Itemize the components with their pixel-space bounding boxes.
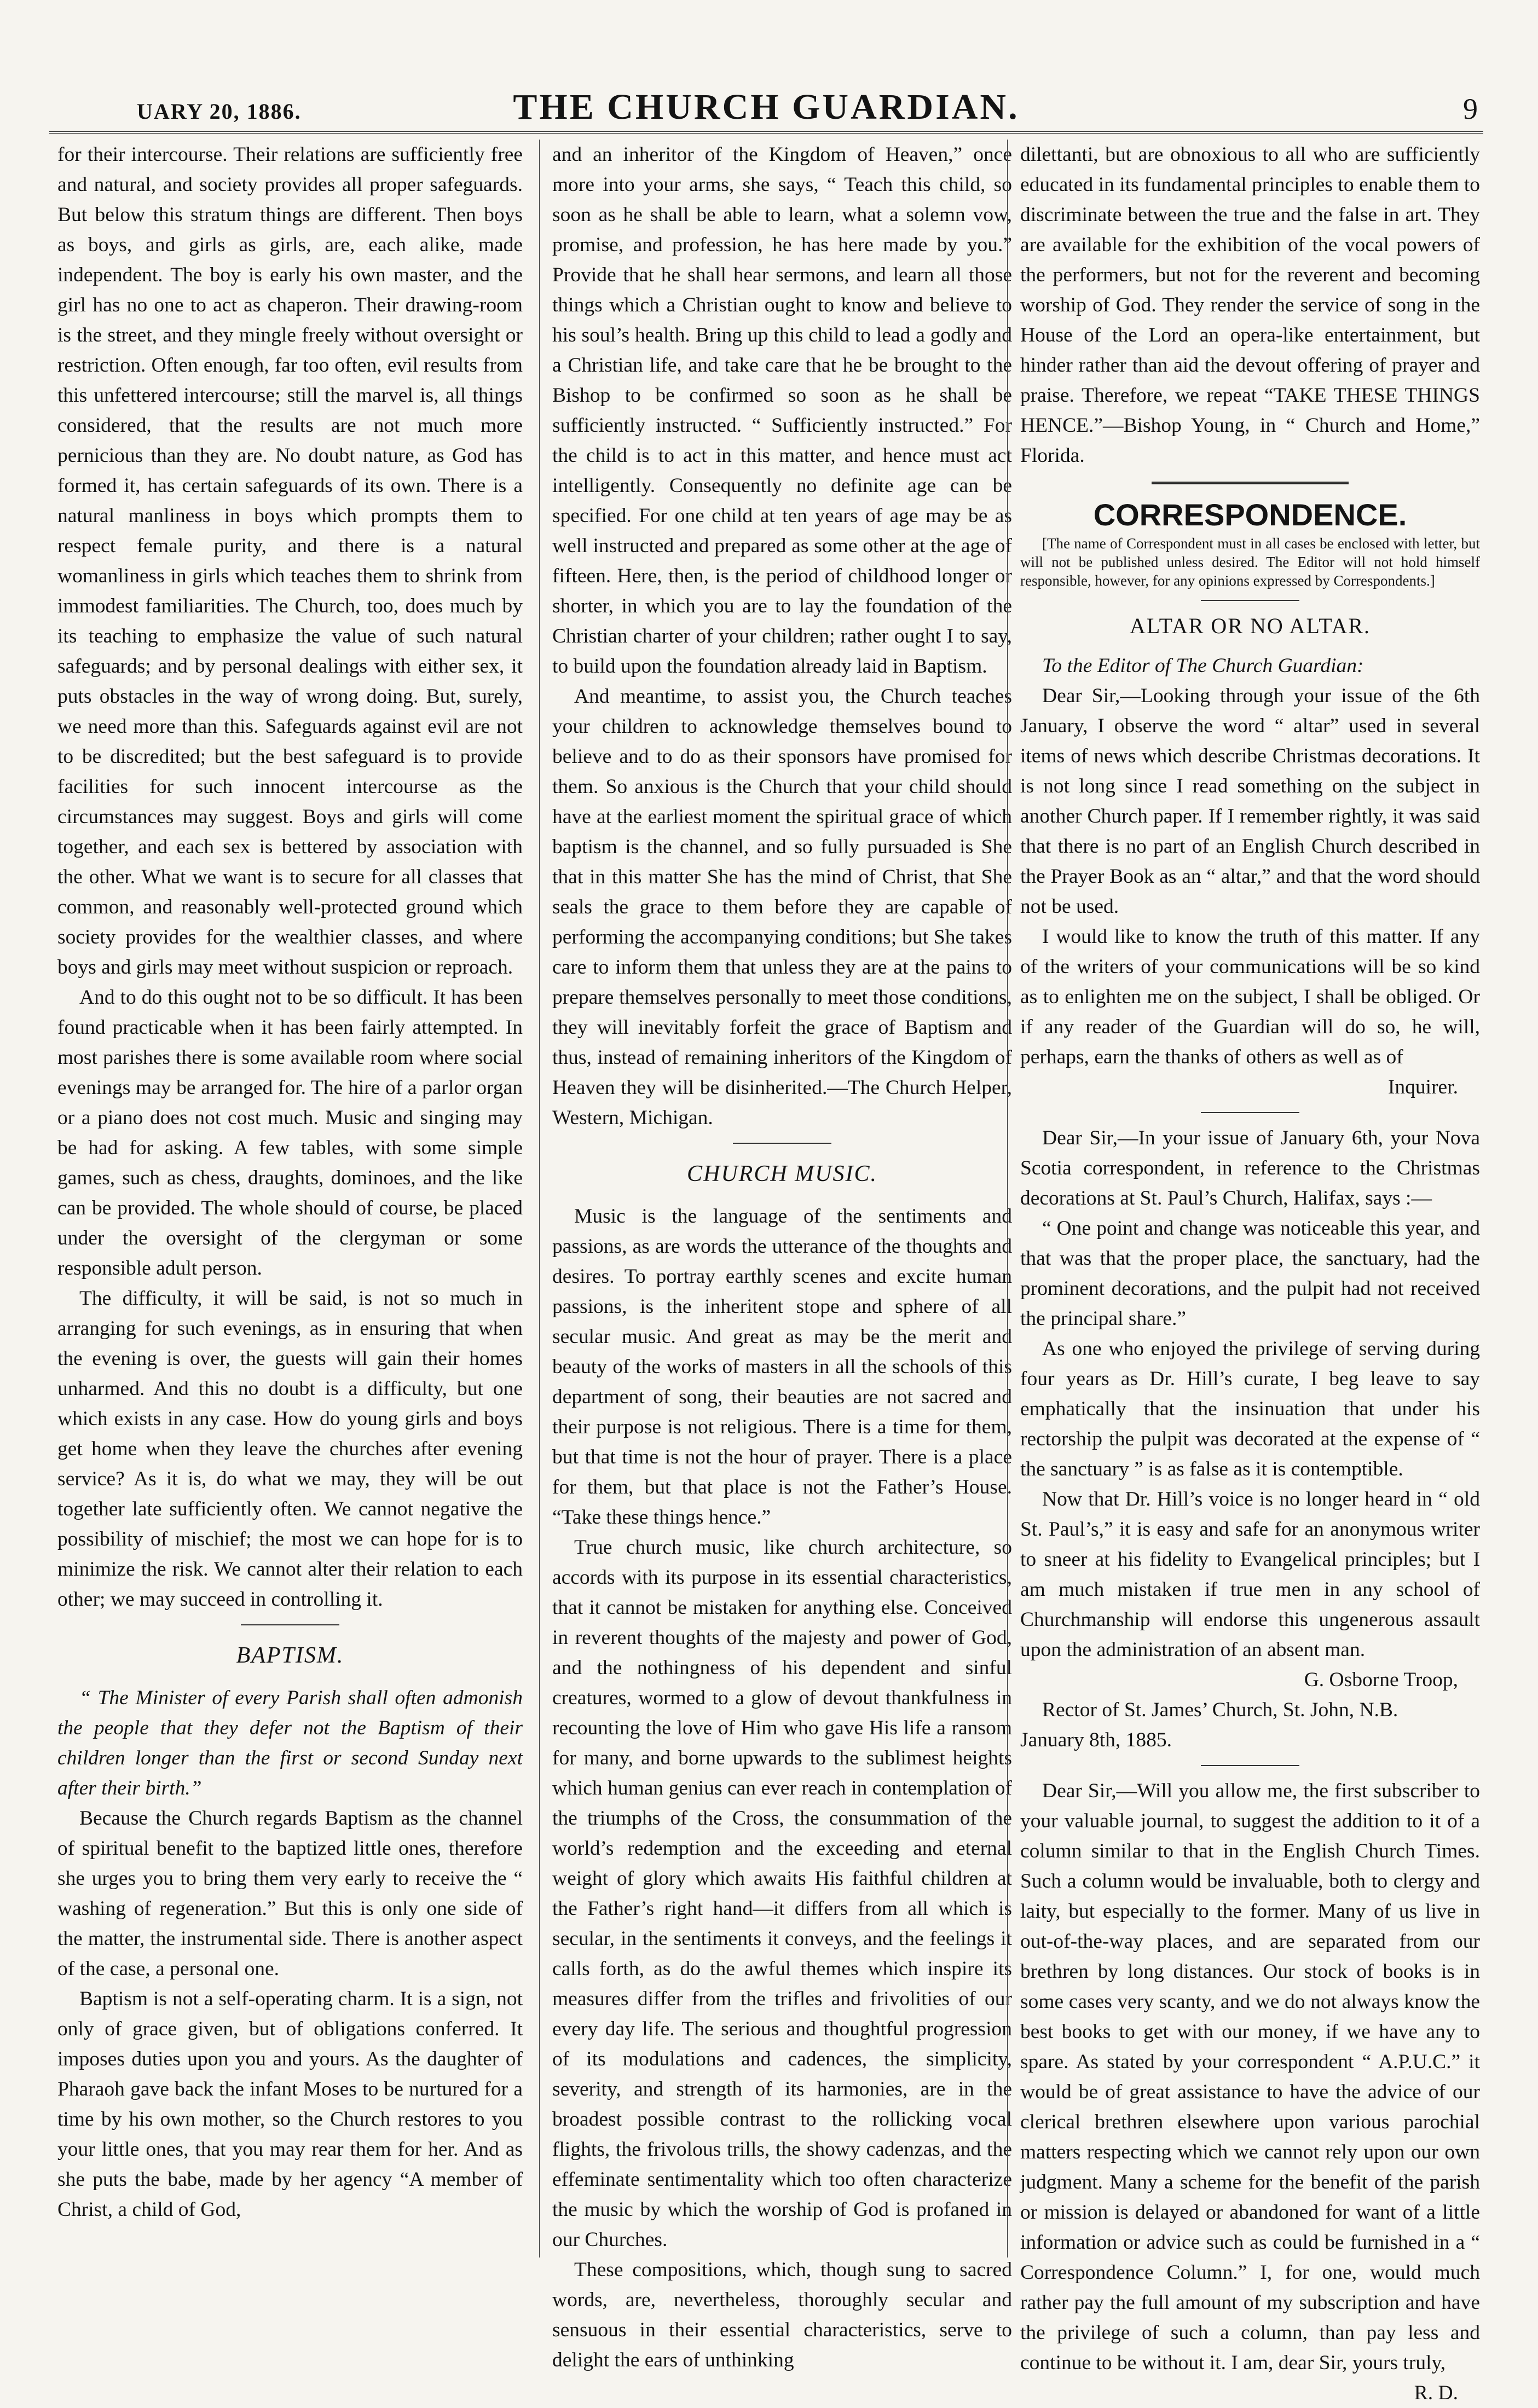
article-paragraph: Music is the language of the sentiments and passions, as are words the utterance of the thoughts and desires. To portray earthly scenes and excite human passions, is the inheritent stope and sphere of all secular music. And great as may be the merit and beauty of the works of masters in all the schools of this department of song, their beauties are not sacred and their purpose is not religious. There is a time for them, but that time is not the hour of prayer. There is a place for them, but that place is not the Father’s House. “Take these things hence.” <box>552 1205 1012 1529</box>
letter-signature-name: G. Osborne Troop, <box>1304 1669 1458 1691</box>
letter-paragraph: Dear Sir,—Looking through your issue of the 6th January, I observe the word “ altar” used in several items of news which describe Christmas decorations. It is not long since I read something on the subject in another Church paper. If I remember rightly, it was said that there is no part of an English Church described in the Prayer Book as an “ altar,” and that the word should not be used. <box>1020 685 1480 918</box>
baptism-heading: BAPTISM. <box>236 1643 344 1668</box>
correspondence-note: [The name of Correspondent must in all cases be enclosed with letter, but will not be published unless desired. The Editor will not hold himself responsible, however, for any opinions expressed by Correspondents.] <box>1020 535 1480 589</box>
correspondence-heading: CORRESPONDENCE. <box>1093 497 1407 532</box>
letter-signature: Inquirer. <box>1387 1076 1458 1098</box>
section-divider <box>1201 1112 1299 1113</box>
column-2 <box>539 140 1012 2371</box>
baptism-quote: “ The Minister of every Parish shall often admonish the people that they defer not the Baptism of their children longer than the first or second Sunday next after their birth.” <box>57 1687 523 1799</box>
letter-paragraph: Now that Dr. Hill’s voice is no longer heard in “ old St. Paul’s,” it is easy and safe for an anonymous writer to sneer at his fidelity to Evangelical principles; but I am much mistaken if true men in any school of Churchmanship will endorse this ungenerous assault upon the administration of an absent man. <box>1020 1488 1480 1661</box>
article-paragraph: The difficulty, it will be said, is not so much in arranging for such evenings, as in ensuring that when the evening is over, the guests will gain their homes unharmed. And this no doubt is a difficulty, but one which exists in any case. How do young girls and boys get home when they leave the churches after evening service? As it is, do what we may, they will be out together late sufficiently often. We cannot negative the possibility of mischief; the most we can hope for is to minimize the risk. We cannot alter their relation to each other; we may succeed in controlling it. <box>57 1287 523 1611</box>
letter-paragraph: I would like to know the truth of this matter. If any of the writers of your communications will be so kind as to enlighten me on the subject, I shall be obliged. Or if any reader of the Guardian will do so, he will, perhaps, earn the thanks of others as well as of <box>1020 925 1480 1068</box>
page-number: 9 <box>1463 92 1478 125</box>
letter-date: January 8th, 1885. <box>1020 1729 1172 1751</box>
letter-address: To the Editor of The Church Guardian: <box>1042 655 1364 677</box>
section-divider <box>1201 1765 1299 1766</box>
letter-paragraph: As one who enjoyed the privilege of serving during four years as Dr. Hill’s curate, I beg leave to say emphatically that the insinuation that under his rectorship the pulpit was decorated at the expense of “ the sanctuary ” is as false as it is contemptible. <box>1020 1338 1480 1480</box>
header-rule <box>49 131 1483 134</box>
letter-signature: R. D. <box>1414 2382 1458 2404</box>
column-1 <box>57 140 523 2258</box>
article-paragraph: These compositions, which, though sung to sacred words, are, nevertheless, thoroughly secular and sensuous in their essential characteristics, serve to delight the ears of unthinking <box>552 2259 1012 2371</box>
article-paragraph: dilettanti, but are obnoxious to all who are sufficiently educated in its fundamental principles to enable them to discriminate between the true and the false in art. They are available for the exhibition of the vocal powers of the performers, but not for the reverent and becoming worship of God. They render the service of song in the House of the Lord an opera-like entertainment, but hinder rather than aid the devout offering of prayer and praise. Therefore, we repeat “TAKE THESE THINGS HENCE.”—Bishop Young, in “ Church and Home,” Florida. <box>1020 143 1480 467</box>
column-3 <box>1007 140 1480 2404</box>
altar-heading: ALTAR OR NO ALTAR. <box>1129 613 1371 638</box>
letter-paragraph: Dear Sir,—Will you allow me, the first subscriber to your valuable journal, to suggest the addition to it of a column similar to that in the English Church Times. Such a column would be invaluable, both to clergy and laity, but especially to the former. Many of us live in out-of-the-way places, and are separated from our brethren by long distances. Our stock of books is in some cases very scanty, and we do not always know the best books to get with our money, if we have any to spare. As stated by your correspondent “ A.P.U.C.” it would be of great assistance to have the advice of our clerical brethren elsewhere upon various parochial matters respecting which we cannot rely upon our own judgment. Many a scheme for the benefit of the parish or mission is delayed or abandoned for want of a little information or advice such as could be furnished in a “ Correspondence Column.” I, for one, would much rather pay the full amount of my subscription and have the privilege of such a column, than pay less and continue to be without it. I am, dear Sir, yours truly, <box>1020 1780 1480 2374</box>
letter-signature-title: Rector of St. James’ Church, St. John, N.B. <box>1042 1699 1398 1721</box>
article-paragraph: for their intercourse. Their relations are sufficiently free and natural, and society provides all proper safeguards. But below this stratum things are different. Then boys as boys, and girls as girls, are, each alike, made independent. The boy is early his own master, and the girl has no one to act as chaperon. Their drawing-room is the street, and they mingle freely without oversight or restriction. Often enough, far too often, evil results from this unfettered intercourse; still the marvel is, all things considered, that the results are not much more pernicious than they are. No doubt nature, as God has formed it, has certain safeguards of its own. There is a natural manliness in boys which prompts them to respect female purity, and there is a natural womanliness in girls which teaches them to shrink from immodest familiarities. The Church, too, does much by its teaching to emphasize the value of such natural safeguards; and by personal dealings with either sex, it puts obstacles in the way of wrong doing. But, surely, we need more than this. Safeguards against evil are not to be discredited; but the best safeguard is to provide facilities for such innocent intercourse as the circumstances may suggest. Boys and girls will come together, and each sex is bettered by association with the other. What we want is to secure for all classes that common, and reasonably well-protected ground which society provides for the wealthier classes, and where boys and girls may meet without suspicion or reproach. <box>57 143 523 979</box>
article-paragraph: And meantime, to assist you, the Church teaches your children to acknowledge themselves bound to believe and to do as their sponsors have promised for them. So anxious is the Church that your child should have at the earliest moment the spiritual grace of which baptism is the channel, and so fully pursuaded is She that in this matter She has the mind of Christ, that She seals the grace to them before they are capable of performing the accompanying conditions; but She takes care to inform them that unless they are at the pains to prepare themselves personally to meet those conditions, they will inevitably forfeit the grace of Baptism and thus, instead of remaining inheritors of the Kingdom of Heaven they will be disinherited.—The Church Helper, Western, Michigan. <box>552 685 1012 1129</box>
section-divider <box>1152 482 1349 484</box>
section-divider <box>241 1624 339 1625</box>
article-paragraph: Baptism is not a self-operating charm. It is a sign, not only of grace given, but of obligations conferred. It imposes duties upon you and yours. As the daughter of Pharaoh gave back the infant Moses to be nurtured for a time by his own mother, so the Church restores to you your little ones, that you may rear them for her. And as she puts the babe, made by her agency “A member of Christ, a child of God, <box>57 1988 523 2221</box>
letter-paragraph: Dear Sir,—In your issue of January 6th, your Nova Scotia correspondent, in reference to the Christmas decorations at St. Paul’s Church, Halifax, says :— <box>1020 1127 1480 1209</box>
article-paragraph: True church music, like church architecture, so accords with its purpose in its essential characteristics, that it cannot be mistaken for anything else. Conceived in reverent thoughts of the majesty and power of God, and the nothingness of his dependent and sinful creatures, wormed to a glow of devout thankfulness in recounting the love of Him who gave His life a ransom for many, and borne upwards to the sublimest heights which human genius can ever reach in contemplation of the triumphs of the Cross, the consummation of the world’s redemption and the exceeding and eternal weight of glory which awaits His faithful children at the Father’s right hand—it differs from all which is secular, in the sentiments it conveys, and the feelings it calls forth, as do the awful themes which inspire its measures differ from the trifles and frivolities of our every day life. The serious and thoughtful progression of its modulations and cadences, the simplicity, severity, and strength of its harmonies, are in the broadest possible contrast to the rollicking vocal flights, the frivolous trills, the showy cadenzas, and the effeminate sentimentality which too often characterize the music by which the worship of God is profaned in our Churches. <box>552 1536 1012 2251</box>
article-paragraph: And to do this ought not to be so difficult. It has been found practicable when it has been fairly attempted. In most parishes there is some available room where social evenings may be arranged for. The hire of a parlor organ or a piano does not cost much. Music and singing may be had for asking. A few tables, with some simple games, such as chess, draughts, dominoes, and the like can be provided. The whole should of course, be placed under the oversight of the clergyman or some responsible adult person. <box>57 986 523 1280</box>
masthead-title: THE CHURCH GUARDIAN. <box>513 87 1020 127</box>
church-music-heading: CHURCH MUSIC. <box>687 1161 877 1186</box>
section-divider <box>733 1143 831 1144</box>
page-header <box>49 82 1483 131</box>
issue-date: UARY 20, 1886. <box>137 99 302 124</box>
article-paragraph: and an inheritor of the Kingdom of Heaven,” once more into your arms, she says, “ Teach this child, so soon as he shall be able to learn, what a solemn vow, promise, and profession, he has here made by you.” Provide that he shall hear sermons, and learn all those things which a Christian ought to know and believe to his soul’s health. Bring up this child to lead a godly and a Christian life, and take care that he be brought to the Bishop to be confirmed so soon as he shall be sufficiently instructed. “ Sufficiently instructed.” For the child is to act in this matter, and hence must act intelligently. Consequently no definite age can be specified. For one child at ten years of age may be as well instructed and prepared as some other at the age of fifteen. Here, then, is the period of childhood longer or shorter, in which you are to lay the foundation of the Christian charter of your children; rather ought I to say, to build upon the foundation already laid in Baptism. <box>552 143 1012 678</box>
letter-paragraph: “ One point and change was noticeable this year, and that was that the proper place, the sanctuary, had the prominent decorations, and the pulpit had not received the principal share.” <box>1020 1217 1480 1330</box>
article-paragraph: Because the Church regards Baptism as the channel of spiritual benefit to the baptized little ones, therefore she urges you to bring them very early to receive the “ washing of regeneration.” But this is only one side of the matter, the instrumental side. There is another aspect of the case, a personal one. <box>57 1807 523 1980</box>
section-divider <box>1201 600 1299 601</box>
